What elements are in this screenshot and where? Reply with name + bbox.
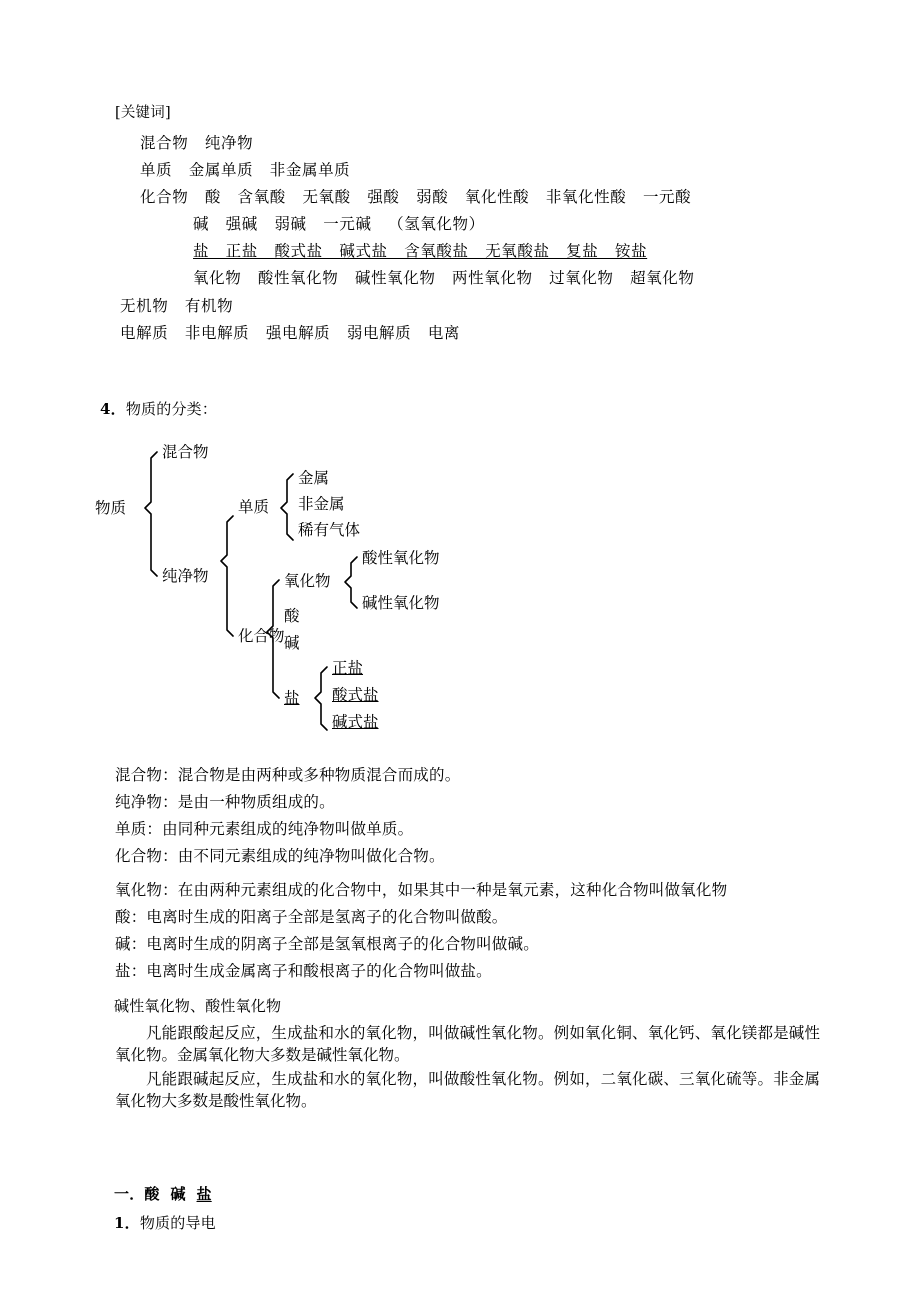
brace-element xyxy=(281,474,293,540)
classification-heading xyxy=(100,399,217,419)
tree-node-acid-salt: 酸式盐 xyxy=(332,686,379,704)
classification-heading-title: 物质的分类： xyxy=(125,400,218,418)
tree-node-salt: 盐 xyxy=(284,689,300,707)
brace-root-substance xyxy=(145,452,157,576)
tree-node-basic-oxide: 碱性氧化物 xyxy=(362,594,440,612)
keyword-line-0: 混合物 纯净物 xyxy=(140,134,254,152)
keyword-line-3: 碱 强碱 弱碱 一元碱 （氢氧化物） xyxy=(193,215,485,233)
tree-node-metal: 金属 xyxy=(298,469,330,487)
chapter-heading-number: 一． xyxy=(114,1185,145,1203)
keywords-heading: [关键词] xyxy=(115,105,171,121)
brace-pure-substance xyxy=(221,516,233,636)
tree-node-nonmetal: 非金属 xyxy=(298,495,345,513)
tree-node-substance: 物质 xyxy=(95,499,127,517)
item-heading xyxy=(114,1213,216,1233)
tree-node-acidic-oxide: 酸性氧化物 xyxy=(362,549,440,567)
keyword-line-2: 化合物 酸 含氧酸 无氧酸 强酸 弱酸 氧化性酸 非氧化性酸 一元酸 xyxy=(140,188,692,206)
definition-salt: 盐：电离时生成金属离子和酸根离子的化合物叫做盐。 xyxy=(115,962,492,980)
tree-node-basic-salt: 碱式盐 xyxy=(332,713,379,731)
tree-node-compound: 化合物 xyxy=(238,627,285,645)
definition-base: 碱：电离时生成的阴离子全部是氢氧根离子的化合物叫做碱。 xyxy=(115,935,539,953)
item-heading-number: 1． xyxy=(114,1214,140,1232)
definition-compound: 化合物：由不同元素组成的纯净物叫做化合物。 xyxy=(115,847,445,865)
definition-element: 单质：由同种元素组成的纯净物叫做单质。 xyxy=(115,820,414,838)
tree-node-oxide: 氧化物 xyxy=(284,572,331,590)
classification-heading-number: 4． xyxy=(100,400,126,418)
tree-node-normal-salt: 正盐 xyxy=(332,659,364,677)
tree-node-base: 碱 xyxy=(284,634,300,652)
chapter-heading xyxy=(114,1184,212,1204)
tree-node-acid: 酸 xyxy=(284,607,300,625)
classification-tree-diagram xyxy=(95,430,555,760)
oxide-paragraph-acidic: 凡能跟碱起反应，生成盐和水的氧化物，叫做酸性氧化物。例如，二氧化碳、三氧化硫等。非金属氧化物大多数是酸性氧化物。 xyxy=(115,1070,820,1110)
tree-node-element: 单质 xyxy=(238,498,270,516)
chapter-heading-title-underlined: 盐 xyxy=(196,1185,212,1203)
keyword-line-7: 电解质 非电解质 强电解质 弱电解质 电离 xyxy=(120,324,461,342)
tree-node-mixture: 混合物 xyxy=(162,443,209,461)
definition-oxide: 氧化物：在由两种元素组成的化合物中，如果其中一种是氧元素，这种化合物叫做氧化物 xyxy=(115,881,728,899)
oxide-subsection-heading: 碱性氧化物、酸性氧化物 xyxy=(114,997,282,1015)
keyword-line-4: 盐 正盐 酸式盐 碱式盐 含氧酸盐 无氧酸盐 复盐 铵盐 xyxy=(193,242,648,260)
brace-oxide xyxy=(345,557,357,608)
brace-salt xyxy=(315,667,327,730)
item-heading-title: 物质的导电 xyxy=(139,1214,216,1232)
keyword-line-5: 氧化物 酸性氧化物 碱性氧化物 两性氧化物 过氧化物 超氧化物 xyxy=(193,269,695,287)
oxide-paragraph-basic: 凡能跟酸起反应，生成盐和水的氧化物，叫做碱性氧化物。例如氧化铜、氧化钙、氧化镁都是碱性氧化物。金属氧化物大多数是碱性氧化物。 xyxy=(115,1024,820,1064)
definition-mixture: 混合物：混合物是由两种或多种物质混合而成的。 xyxy=(115,766,461,784)
definition-pure-substance: 纯净物：是由一种物质组成的。 xyxy=(115,793,335,811)
tree-node-noble-gas: 稀有气体 xyxy=(298,521,361,539)
tree-node-pure-substance: 纯净物 xyxy=(162,567,209,585)
keyword-line-1: 单质 金属单质 非金属单质 xyxy=(140,161,351,179)
keyword-line-6: 无机物 有机物 xyxy=(120,297,234,315)
chapter-heading-title-plain: 酸 碱 xyxy=(144,1185,197,1203)
definition-acid: 酸：电离时生成的阳离子全部是氢离子的化合物叫做酸。 xyxy=(115,908,508,926)
